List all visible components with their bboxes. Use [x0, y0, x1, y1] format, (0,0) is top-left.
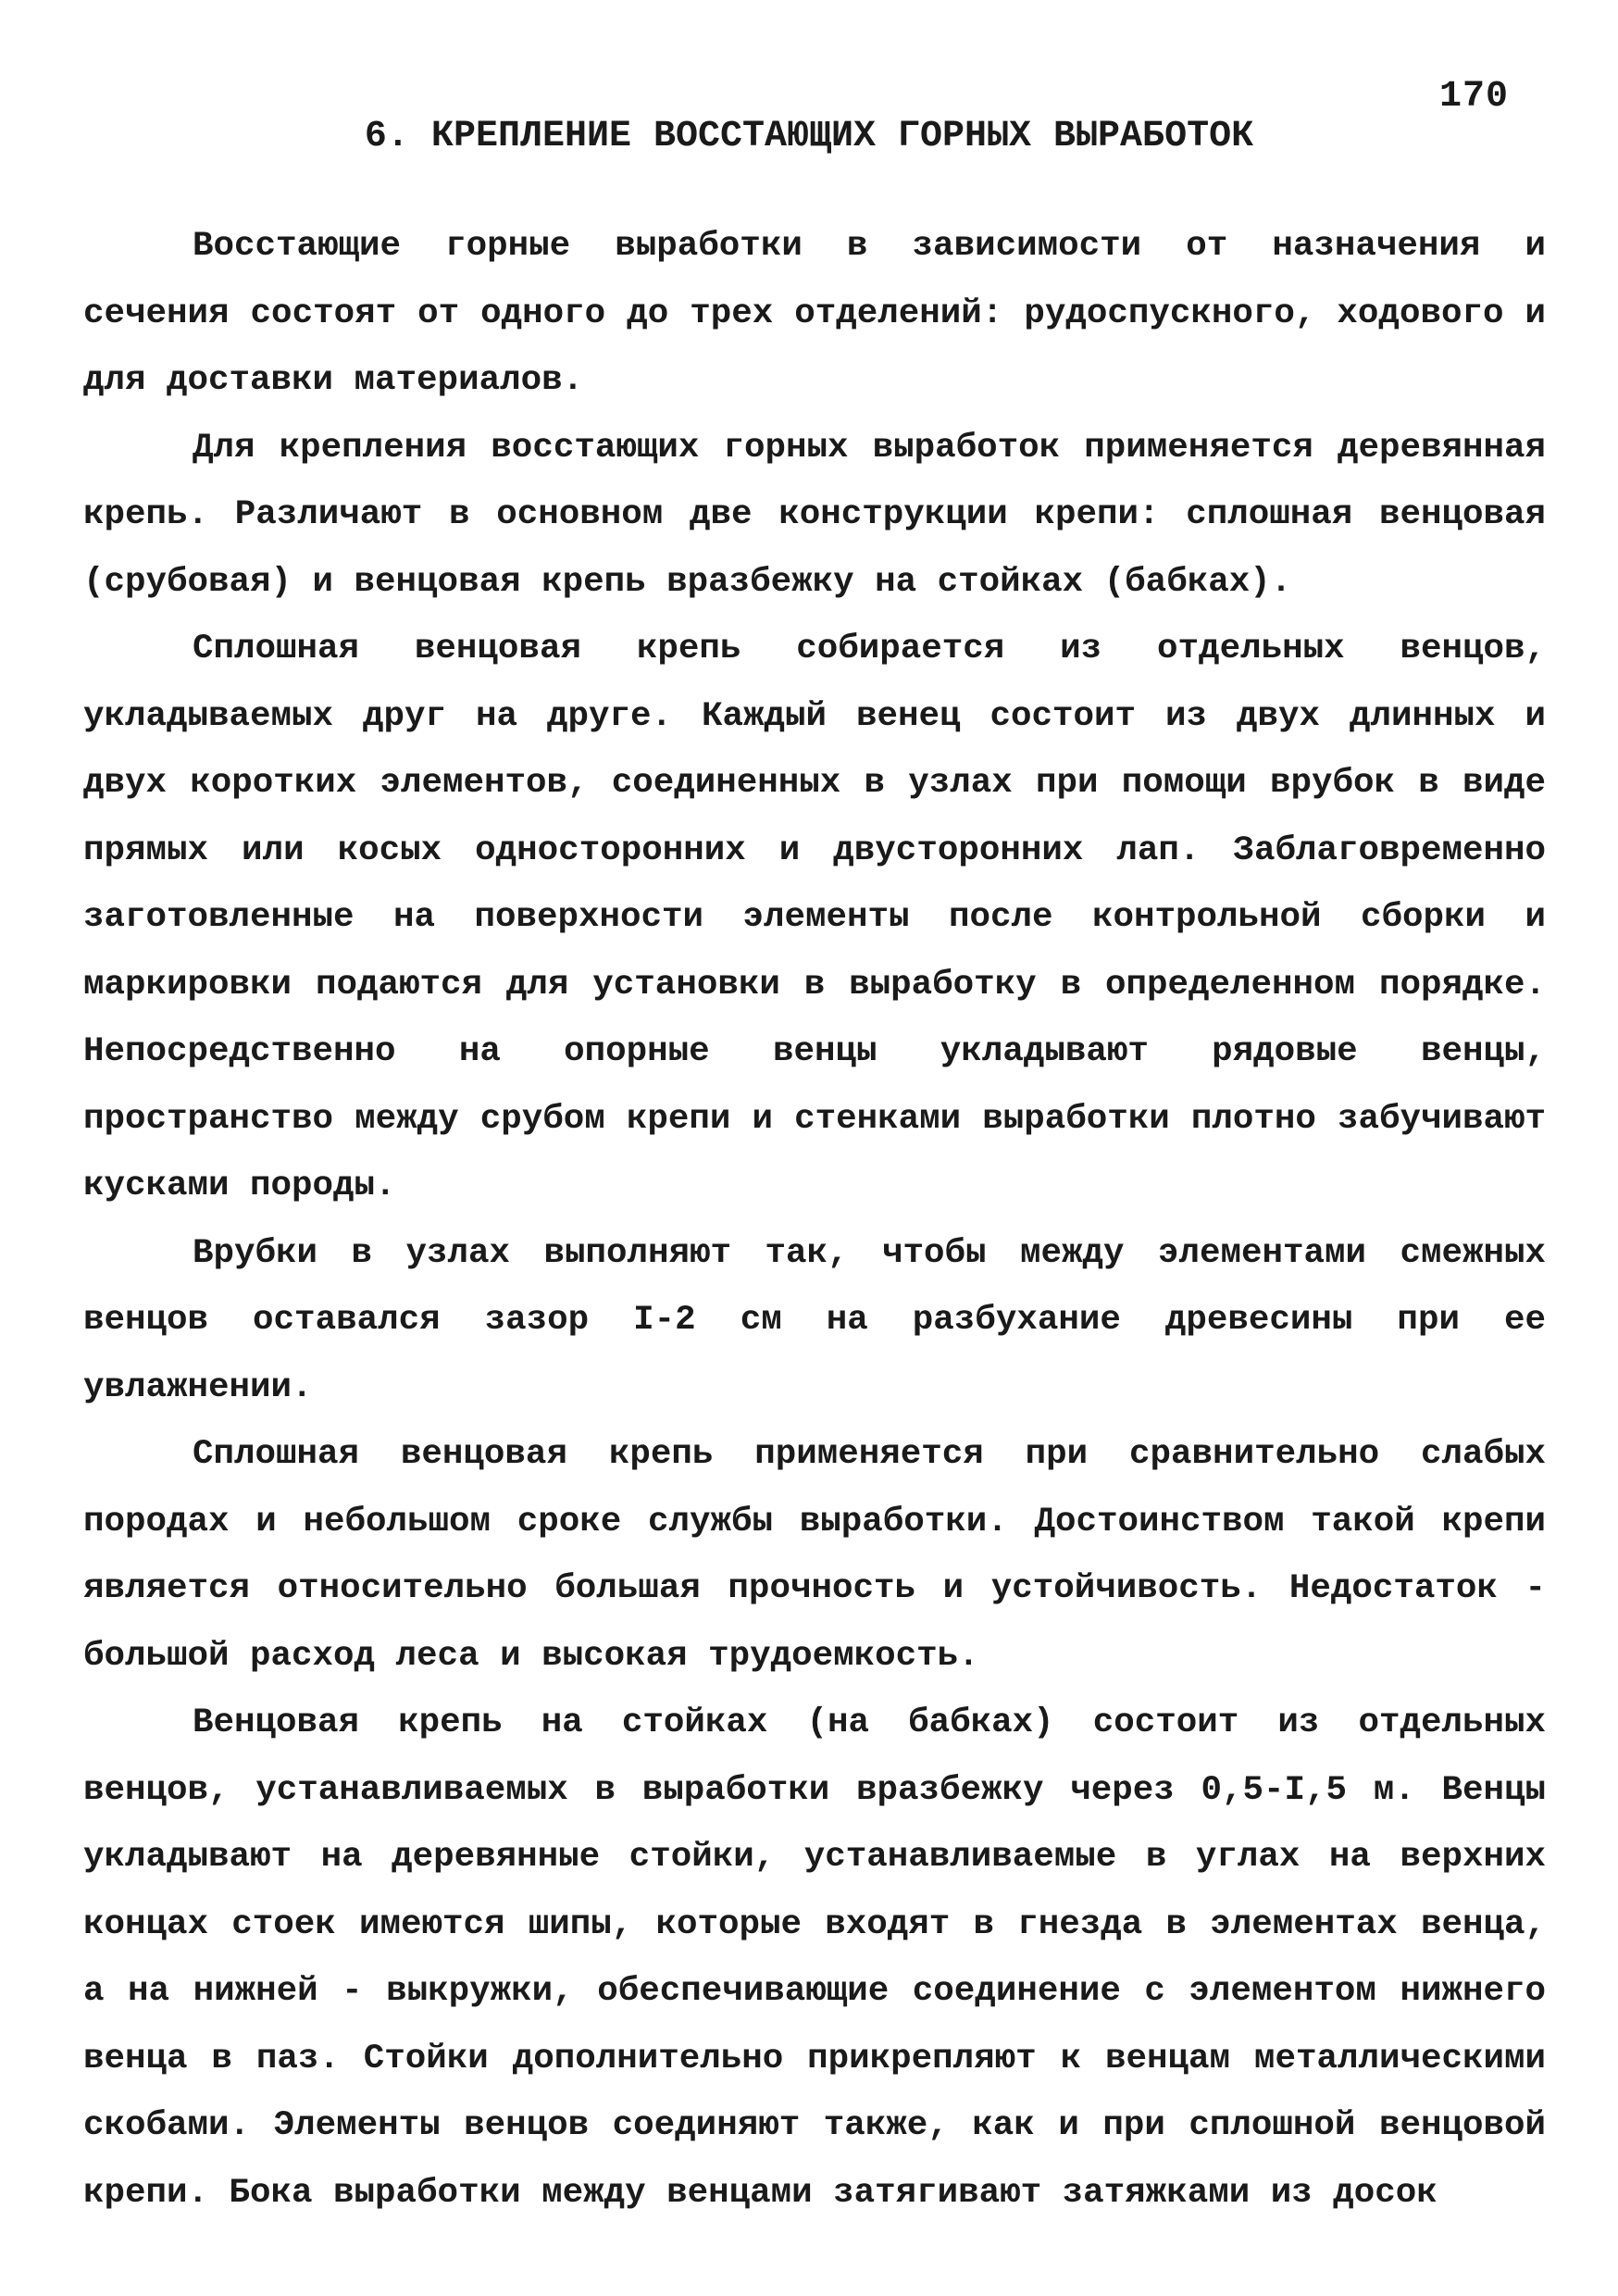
section-title: 6. КРЕПЛЕНИЕ ВОССТАЮЩИХ ГОРНЫХ ВЫРАБОТОК	[364, 116, 1254, 157]
body-text	[83, 213, 1546, 2227]
paragraph: Сплошная венцовая крепь применяется при сравнительно слабых породах и небольшом сроке службы выработки. Достоинством такой крепи является относительно большая прочность и устойчивость. Недостаток - большой расход леса и высокая трудоемкость.	[83, 1435, 1546, 1676]
paragraph: Для крепления восстающих горных выработок применяется деревянная крепь. Различают в основном две конструкции крепи: сплошная венцовая (срубовая) и венцовая крепь вразбежку на стойках (бабках).	[83, 428, 1546, 602]
page-number: 170	[1439, 76, 1510, 118]
paragraph: Венцовая крепь на стойках (на бабках) состоит из отдельных венцов, устанавливаемых в выработки вразбежку через 0,5-I,5 м. Венцы укладывают на деревянные стойки, устанавливаемые в углах на верхних концах стоек имеются шипы, которые входят в гнезда в элементах венца, а на нижней - выкружки, обеспечивающие соединение с элементом нижнего венца в паз. Стойки дополнительно прикрепляют к венцам металлическими скобами. Элементы венцов соединяют также, как и при сплошной венцовой крепи. Бока выработки между венцами затягивают затяжками из досок	[83, 1703, 1546, 2213]
paragraph: Восстающие горные выработки в зависимости от назначения и сечения состоят от одного до трех отделений: рудоспускного, ходового и для доставки материалов.	[83, 227, 1546, 400]
paragraph: Врубки в узлах выполняют так, чтобы между элементами смежных венцов оставался зазор I-2 см на разбухание древесины при ее увлажнении.	[83, 1233, 1546, 1407]
paragraph: Сплошная венцовая крепь собирается из отдельных венцов, укладываемых друг на друге. Каждый венец состоит из двух длинных и двух коротких элементов, соединенных в узлах при помощи врубок в виде прямых или косых односторонних и двусторонних лап. Заблаговременно заготовленные на поверхности элементы после контрольной сборки и маркировки подаются для установки в выработку в определенном порядке. Непосредственно на опорные венцы укладывают рядовые венцы, пространство между срубом крепи и стенками выработки плотно забучивают кусками породы.	[83, 630, 1546, 1205]
